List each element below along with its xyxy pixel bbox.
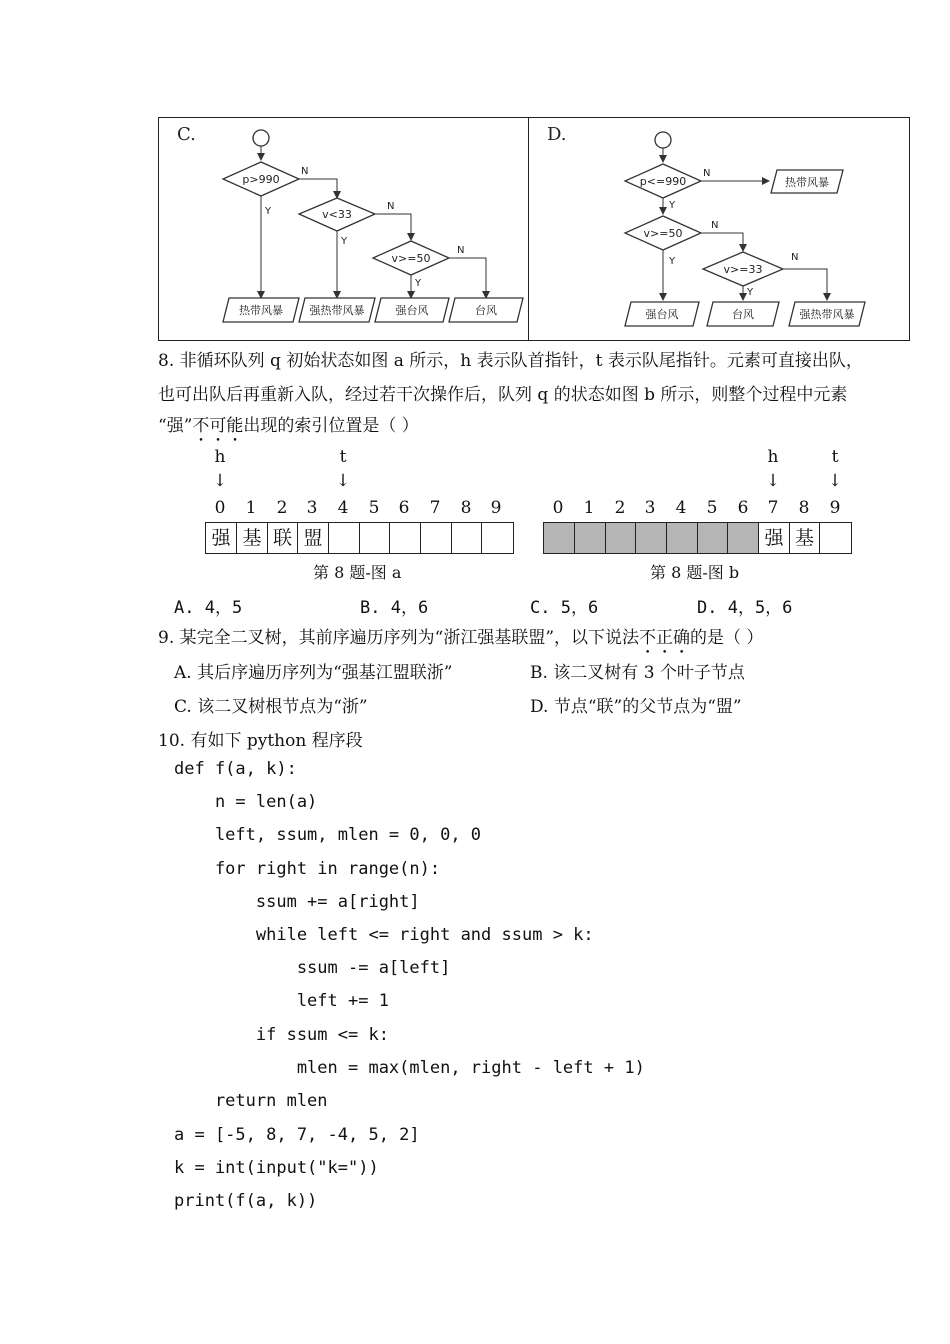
queue-index: 9 — [490, 498, 502, 518]
code-line: print(f(a, k)) — [174, 1191, 318, 1211]
code-line: if ssum <= k: — [174, 1025, 389, 1045]
queue-cell — [820, 523, 851, 553]
queue-index: 4 — [675, 498, 687, 518]
queue-index: 1 — [583, 498, 595, 518]
output-label: 热带风暴 — [239, 304, 283, 317]
q8-option-b[interactable]: B. 4，6 — [360, 598, 429, 618]
queue-cell-empty — [575, 523, 606, 553]
flowchart-c-label: C. — [177, 124, 196, 145]
start-node — [655, 132, 671, 148]
queue-index: 3 — [306, 498, 318, 518]
queue-cell: 强 — [759, 523, 790, 553]
head-pointer-label: h — [214, 447, 226, 467]
output-label: 强热带风暴 — [799, 308, 855, 321]
no-label: N — [301, 166, 309, 177]
decision-d3-label: v>=33 — [723, 263, 763, 276]
queue-cell — [421, 523, 452, 553]
q9-stem-post: 的是（ ） — [690, 628, 764, 648]
q8-emphasis: 不可能 — [192, 416, 244, 436]
tail-pointer-label: t — [339, 447, 347, 467]
output-label: 热带风暴 — [785, 176, 829, 189]
head-pointer-arrow: ↓ — [212, 471, 228, 491]
queue-index: 8 — [460, 498, 472, 518]
q9-option-c[interactable]: C. 该二叉树根节点为“浙” — [174, 697, 368, 717]
decision-d2-label: v<33 — [322, 208, 352, 221]
queue-cell-empty — [667, 523, 698, 553]
queue-cell — [390, 523, 421, 553]
code-line: return mlen — [174, 1091, 328, 1111]
q8-option-c[interactable]: C. 5，6 — [530, 598, 599, 618]
queue-index: 2 — [276, 498, 288, 518]
figure-a-caption: 第 8 题-图 a — [313, 563, 402, 582]
decision-d1-label: p>990 — [242, 173, 280, 186]
no-label: N — [711, 220, 719, 231]
q9-option-d[interactable]: D. 节点“联”的父节点为“盟” — [530, 697, 742, 717]
start-node — [253, 130, 269, 146]
tail-pointer-label: t — [831, 447, 839, 467]
decision-d1-label: p<=990 — [639, 175, 687, 188]
output-label: 强台风 — [645, 308, 679, 321]
queue-index: 5 — [368, 498, 380, 518]
q8-line-3-post: 出现的索引位置是（ ） — [243, 416, 419, 436]
yes-label: Y — [669, 200, 676, 211]
q9-stem — [158, 623, 763, 658]
queue-cell-empty — [636, 523, 667, 553]
q8-line-1: 8. 非循环队列 q 初始状态如图 a 所示，h 表示队首指针，t 表示队尾指针。元素可直接出队， — [158, 351, 863, 371]
queue-index: 6 — [398, 498, 410, 518]
output-label: 台风 — [732, 308, 754, 321]
output-label: 强热带风暴 — [309, 304, 365, 317]
code-line: a = [-5, 8, 7, -4, 5, 2] — [174, 1125, 420, 1145]
yes-label: Y — [415, 278, 422, 289]
queue-index: 1 — [245, 498, 257, 518]
code-line: n = len(a) — [174, 792, 318, 812]
queue-index: 6 — [737, 498, 749, 518]
queue-index: 0 — [214, 498, 226, 518]
code-line: k = int(input("k=")) — [174, 1158, 379, 1178]
q10-title: 10. 有如下 python 程序段 — [158, 731, 363, 751]
queue-cell: 基 — [237, 523, 268, 553]
queue-cell: 强 — [206, 523, 237, 553]
yes-label: Y — [747, 287, 754, 298]
decision-d2-label: v>=50 — [643, 227, 683, 240]
code-line: for right in range(n): — [174, 859, 441, 879]
flowchart-d — [529, 118, 909, 340]
queue-cell: 盟 — [298, 523, 329, 553]
queue-index: 7 — [429, 498, 441, 518]
yes-label: Y — [669, 256, 676, 267]
tail-pointer-arrow: ↓ — [335, 471, 351, 491]
q9-option-b[interactable]: B. 该二叉树有 3 个叶子节点 — [530, 663, 745, 683]
no-label: N — [703, 168, 711, 179]
queue-array-b — [543, 522, 852, 554]
q9-emphasis: 不正确 — [639, 628, 691, 648]
queue-cell-empty — [698, 523, 728, 553]
queue-cell — [482, 523, 513, 553]
queue-cell: 联 — [268, 523, 298, 553]
queue-cell-empty — [606, 523, 636, 553]
code-line: def f(a, k): — [174, 759, 297, 779]
flowchart-d-label: D. — [547, 124, 567, 145]
q8-line-2: 也可出队后再重新入队，经过若干次操作后，队列 q 的状态如图 b 所示，则整个过程中元素 — [158, 385, 848, 405]
head-pointer-label: h — [767, 447, 779, 467]
queue-index: 8 — [798, 498, 810, 518]
queue-cell-empty — [544, 523, 575, 553]
q8-line-3-pre: “强” — [158, 416, 193, 436]
head-pointer-arrow: ↓ — [765, 471, 781, 491]
queue-cell: 基 — [790, 523, 820, 553]
queue-index: 7 — [767, 498, 779, 518]
code-line: ssum += a[right] — [174, 892, 420, 912]
queue-cell — [452, 523, 482, 553]
queue-cell — [329, 523, 360, 553]
queue-cell — [360, 523, 390, 553]
queue-index: 0 — [552, 498, 564, 518]
code-line: mlen = max(mlen, right - left + 1) — [174, 1058, 645, 1078]
q8-line-3 — [158, 411, 419, 446]
q9-stem-pre: 9. 某完全二叉树，其前序遍历序列为“浙江强基联盟”，以下说法 — [158, 628, 640, 648]
output-label: 台风 — [475, 304, 497, 317]
code-line: ssum -= a[left] — [174, 958, 451, 978]
q8-option-d[interactable]: D. 4，5，6 — [697, 598, 793, 618]
q9-option-a[interactable]: A. 其后序遍历序列为“强基江盟联浙” — [174, 663, 453, 683]
yes-label: Y — [265, 206, 272, 217]
no-label: N — [791, 252, 799, 263]
queue-cell-empty — [728, 523, 759, 553]
queue-index: 5 — [706, 498, 718, 518]
queue-array-a — [205, 522, 514, 554]
output-label: 强台风 — [395, 304, 429, 317]
no-label: N — [387, 201, 395, 212]
tail-pointer-arrow: ↓ — [827, 471, 843, 491]
code-line: left += 1 — [174, 991, 389, 1011]
queue-index: 4 — [337, 498, 349, 518]
queue-index: 9 — [829, 498, 841, 518]
queue-index: 2 — [614, 498, 626, 518]
q8-option-a[interactable]: A. 4，5 — [174, 598, 243, 618]
code-line: while left <= right and ssum > k: — [174, 925, 594, 945]
figure-b-caption: 第 8 题-图 b — [650, 563, 740, 582]
queue-index: 3 — [644, 498, 656, 518]
yes-label: Y — [341, 236, 348, 247]
flowchart-c — [159, 118, 527, 340]
decision-d3-label: v>=50 — [391, 252, 431, 265]
no-label: N — [457, 245, 465, 256]
code-line: left, ssum, mlen = 0, 0, 0 — [174, 825, 482, 845]
